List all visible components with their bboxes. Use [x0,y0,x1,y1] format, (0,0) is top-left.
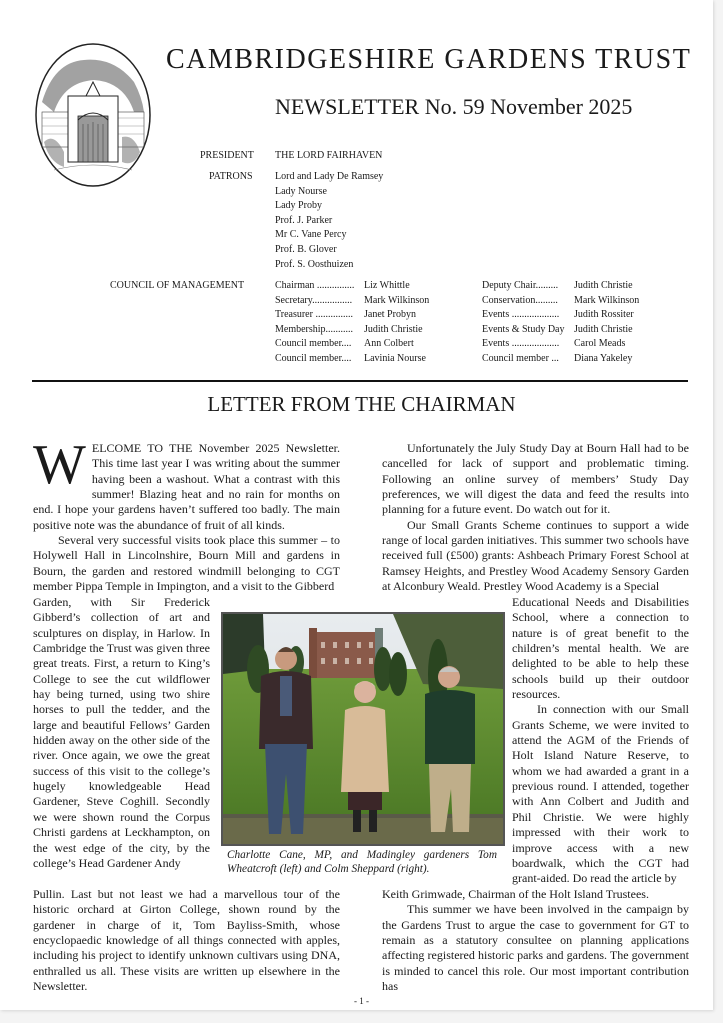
photo-illustration [223,614,503,844]
council-entry [275,308,429,323]
organization-title: CAMBRIDGESHIRE GARDENS TRUST [166,44,692,75]
council-role: Council member ... [482,352,559,364]
council-entry [482,294,639,309]
council-role: Events ................... [482,338,560,350]
council-entry [482,308,639,323]
article-paragraph: Educational Needs and Disabilities School, where a connection to nature is of great benefit to the children’s mental health. We are delighted to be able to help these schools build up their outdoor resources. [512,595,689,702]
council-entry [275,294,429,309]
president-name: THE LORD FAIRHAVEN [275,150,383,161]
president-label: PRESIDENT [200,150,254,161]
council-member-name: Carol Meads [574,338,626,350]
council-member-name: Mark Wilkinson [574,294,640,306]
patron-name: Mr C. Vane Percy [275,229,347,241]
article-paragraph: Keith Grimwade, Chairman of the Holt Island Trustees. [382,887,649,901]
council-role: Council member.... [275,352,352,364]
article-paragraph: Pullin. Last but not least we had a marvellous tour of the historic orchard at Girton College, shown round by the gardener in charge of it, Tom Bayliss-Smith, whose encyclopaedic knowledge of all things connected with apples, including his project to identify unknown cultivars using DNA, enthralled us all. These visits are written up elsewhere in the Newsletter. [33,887,340,994]
patron-name: Lady Proby [275,200,322,212]
council-role: Events ................... [482,309,560,321]
article-paragraph: Garden, with Sir Frederick Gibberd’s collection of art and sculptures on display, in Harlow. In Cambridge the Trust was given three great treats. First, a return to King’s College to see the cut wildflower hay being turned, using two shire horses to pull the tedder, and the large and beautiful Fellows’ Garden hidden away on the other side of the river. Once again, we owe the great success of this visit to the college’s hugely knowledgeable Head Gardener, Steve Coghill. Secondly we were shown round the Corpus Christi gardens at Leckhampton, on the west edge of the city, by the college’s Head Gardener Andy [33,595,210,870]
drop-cap: W [33,434,86,496]
left-column-bottom [33,887,340,994]
section-divider [32,380,688,382]
council-member-name: Liz Whittle [364,280,410,291]
council-entry [275,352,429,367]
council-entry [482,279,639,294]
patron-name: Prof. B. Glover [275,243,337,255]
garden-gate-logo [34,42,152,188]
patron-name: Prof. S. Oosthuizen [275,258,354,270]
council-member-name: Judith Christie [574,280,633,291]
right-column-top [382,441,689,594]
left-column-wrap [33,595,210,871]
council-role: Secretary................ [275,294,353,306]
council-list-left [275,279,429,367]
council-entry [482,323,639,338]
article-paragraph: In connection with our Small Grants Scheme, we were invited to attend the AGM of the Friends of Holt Island Nature Reserve, to whom we had awarded a grant in a previous round. I attended, together with Ann Colbert and Judith and Phil Christie. We were highly impressed with their work to improve access with a new boardwalk, which the CGT had grant-aided. Do read the article by [512,702,689,886]
council-entry [482,352,639,367]
council-member-name: Janet Probyn [364,309,416,321]
article-paragraph [33,434,340,533]
council-member-name: Judith Christie [574,323,633,335]
article-paragraph: This summer we have been involved in the campaign by the Gardens Trust to argue the case to government for GT to remain as a statutory consultee on planning applications affecting registered historic parks and gardens. The government is minded to cancel this role. Our most important contribution has [382,902,689,994]
council-role: Chairman ............... [275,280,355,291]
article-paragraph: Several very successful visits took place this summer – to Holywell Hall in Lincolnshire, Bourn Mill and gardens in Bourn, the garden and restored windmill belonging to CGT member Pippa Temple in Impington, and a visit to the Gibberd [33,533,340,594]
council-entry [275,337,429,352]
council-member-name: Lavinia Nourse [364,352,426,364]
council-role: Conservation......... [482,294,558,306]
council-role: Council member.... [275,338,352,350]
council-label: COUNCIL OF MANAGEMENT [110,280,245,291]
patron-name: Lady Nourse [275,185,327,197]
patrons-label: PATRONS [209,171,253,182]
patron-name: Prof. J. Parker [275,214,333,226]
right-column-bottom [382,887,689,994]
article-paragraph: Our Small Grants Scheme continues to support a wide range of local garden initiatives. This summer two schools have received full (£500) grants: Ashbeach Primary Forest School at Ramsey Heights, and Prestley Wood Academy Sensory Garden at Alconbury Weald. Prestley Wood Academy is a Special [382,517,689,594]
right-column-wrap [512,595,689,887]
council-role: Events & Study Day [482,323,565,335]
patrons-list [275,170,383,272]
newsletter-title: NEWSLETTER No. 59 November 2025 [275,94,633,119]
article-paragraph: Unfortunately the July Study Day at Bourn Hall had to be cancelled for lack of support and problematic timing. Following an online survey of members’ Study Day preferences, we will digest the data and feed the results into planning for a future event. Do watch out for it. [382,441,689,517]
council-entry [482,337,639,352]
council-entry [275,279,429,294]
left-column-top [33,434,340,594]
council-member-name: Judith Christie [364,323,423,335]
council-member-name: Diana Yakeley [574,352,633,364]
council-member-name: Judith Rossiter [574,309,634,321]
article-heading: LETTER FROM THE CHAIRMAN [207,392,516,416]
page-number: - 1 - [354,996,369,1006]
council-member-name: Mark Wilkinson [364,294,430,306]
paragraph-text: ELCOME TO THE November 2025 Newsletter. This time last year I was writing about the summer having been a washout. What a contrast with this summer! Blazing heat and no rain for months on end. I hope your gardens haven’t suffered too badly. The main positive note was the abundance of fruit of all kinds. [33,441,340,532]
council-role: Deputy Chair......... [482,280,559,291]
council-member-name: Ann Colbert [364,338,414,350]
photo-caption: Charlotte Cane, MP, and Madingley gardeners Tom Wheatcroft (left) and Colm Sheppard (right). [227,849,497,875]
council-role: Treasurer ............... [275,309,353,321]
council-entry [275,323,429,338]
council-list-right [482,279,639,367]
council-role: Membership........... [275,323,354,335]
group-photo [221,612,505,846]
patron-name: Lord and Lady De Ramsey [275,171,384,182]
